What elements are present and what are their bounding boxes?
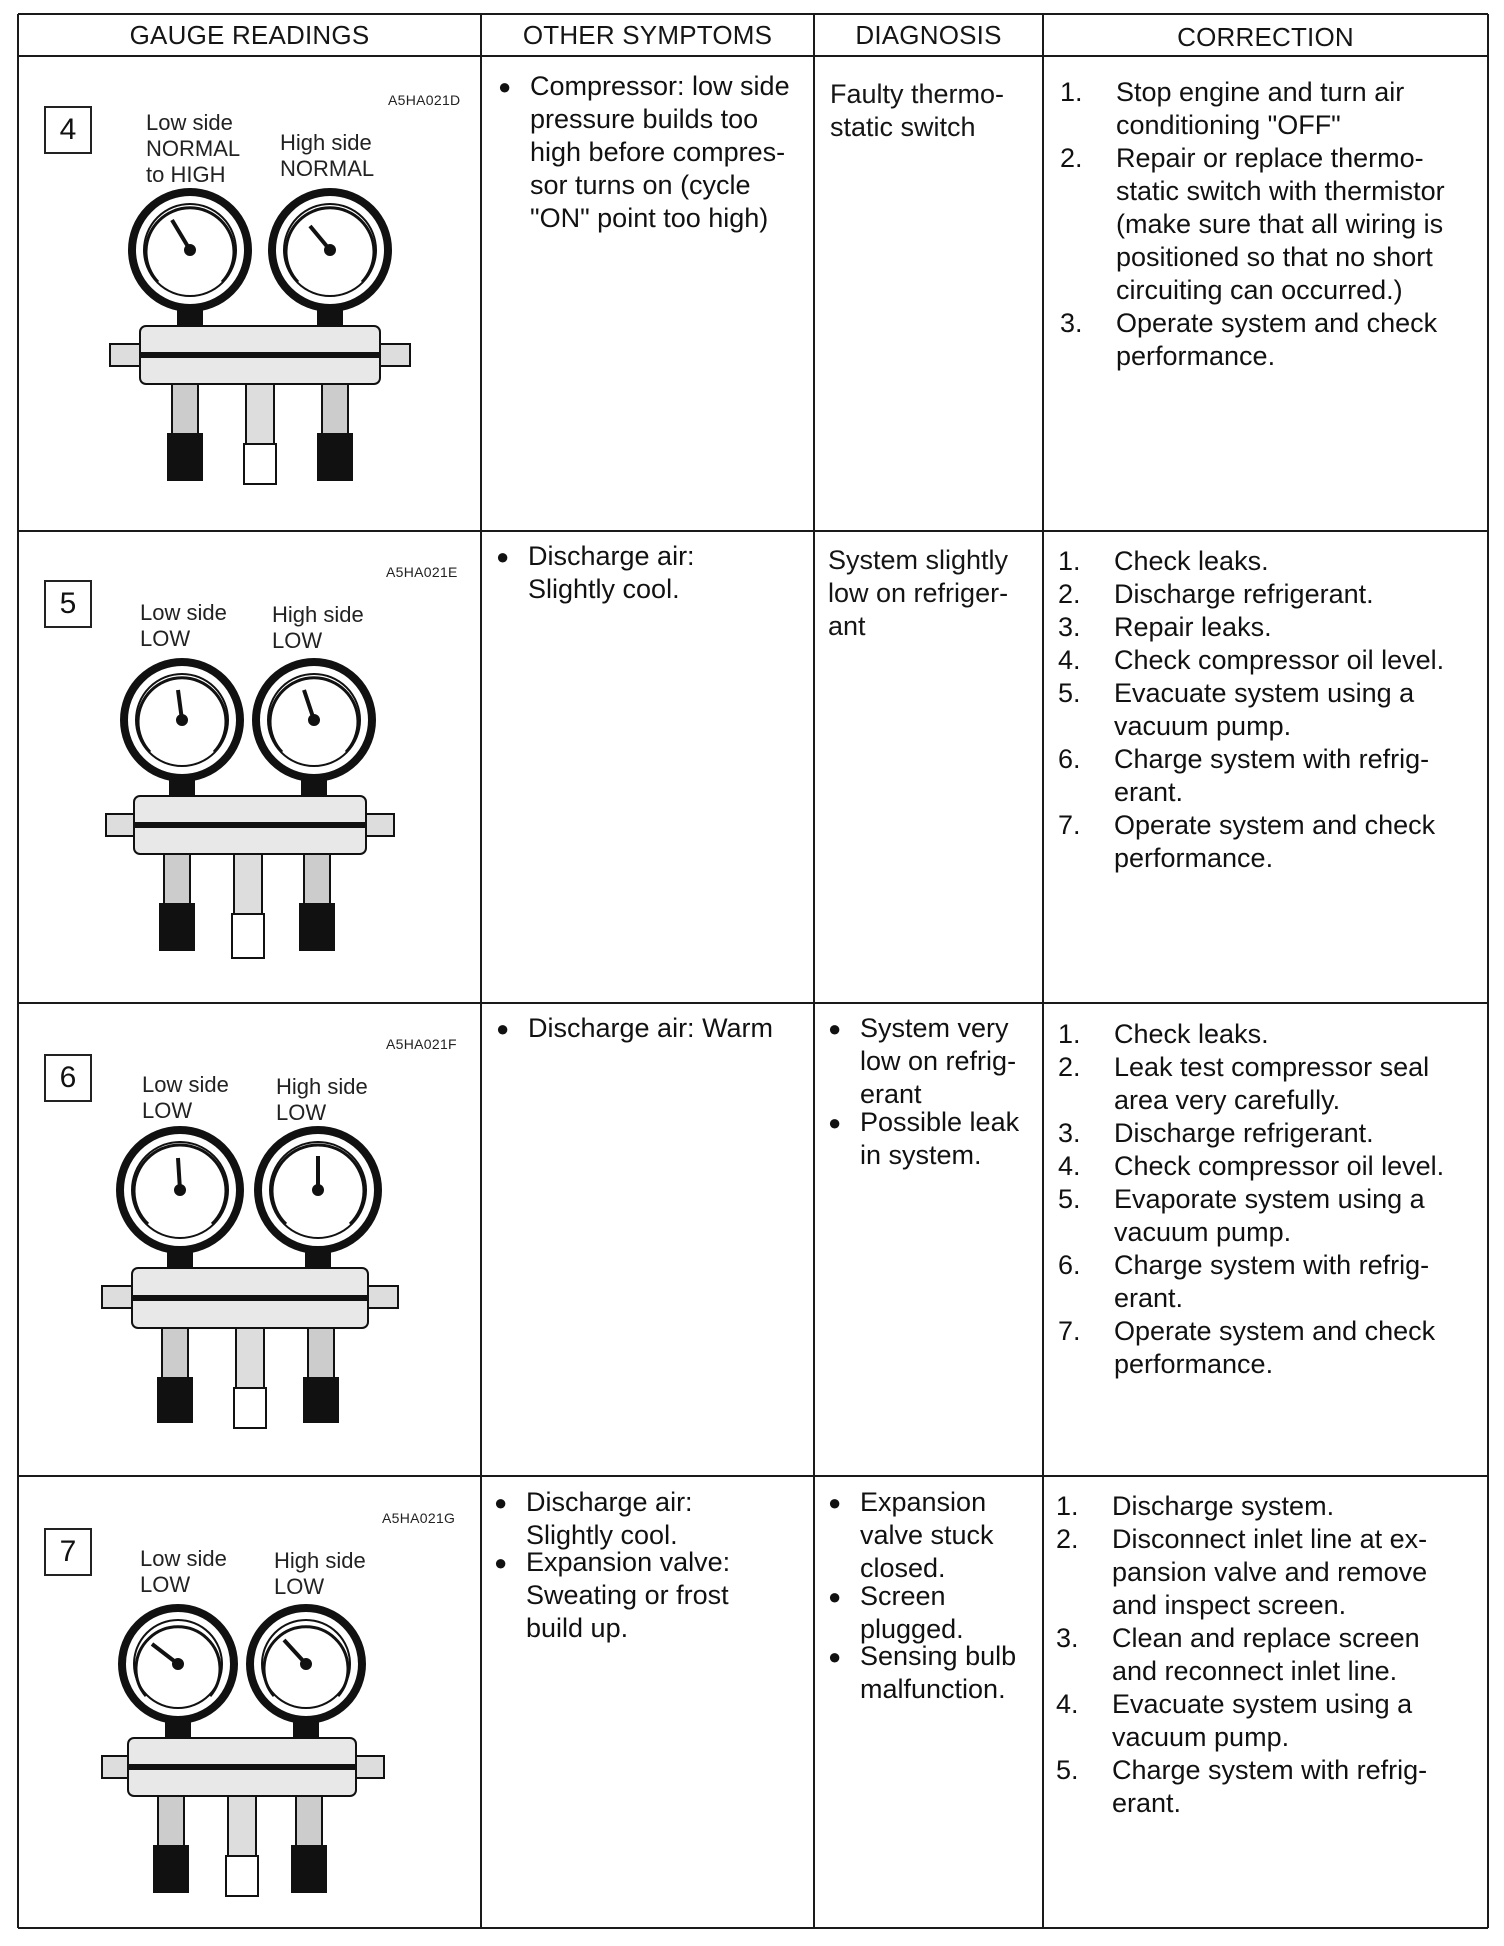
symptom-line: Discharge air: Warm	[528, 1013, 774, 1043]
step-line: Discharge system.	[1112, 1491, 1335, 1521]
step-line: Discharge refrigerant.	[1114, 1118, 1374, 1148]
diagnosis-line: Screen	[860, 1581, 946, 1611]
diagnosis-line: valve stuck	[860, 1520, 994, 1550]
diagnosis-line: Expansion	[860, 1487, 987, 1517]
step-number: 4.	[1058, 645, 1081, 675]
step-number: 3.	[1056, 1623, 1079, 1653]
step-number: 6.	[1058, 1250, 1081, 1280]
step-line: Charge system with refrig-	[1112, 1755, 1428, 1785]
symptom-line: Compressor: low side	[530, 71, 790, 101]
manifold-gauge-set-illustration	[96, 1128, 416, 1438]
bullet-icon: ●	[828, 1016, 842, 1041]
symptom-line: sor turns on (cycle	[530, 170, 751, 200]
high-side-reading: NORMAL	[280, 156, 375, 181]
row-number-badge: 7	[44, 1528, 92, 1576]
bullet-icon: ●	[496, 544, 510, 569]
step-number: 1.	[1058, 546, 1081, 576]
step-line: and reconnect inlet line.	[1112, 1656, 1398, 1686]
bullet-icon: ●	[828, 1584, 842, 1609]
high-side-reading: LOW	[276, 1100, 327, 1125]
bullet-icon: ●	[498, 74, 512, 99]
step-line: Stop engine and turn air	[1116, 77, 1405, 107]
step-line: Discharge refrigerant.	[1114, 579, 1374, 609]
step-line: performance.	[1114, 843, 1274, 873]
step-line: performance.	[1114, 1349, 1274, 1379]
diagnosis-text	[830, 78, 1004, 144]
step-line: Operate system and check	[1114, 1316, 1436, 1346]
step-line: performance.	[1116, 341, 1276, 371]
step-number: 5.	[1056, 1755, 1079, 1785]
step-number: 3.	[1060, 308, 1083, 338]
bullet-icon: ●	[828, 1644, 842, 1669]
step-number: 5.	[1058, 1184, 1081, 1214]
step-line: Repair leaks.	[1114, 612, 1272, 642]
manifold-gauge-set-illustration	[96, 1604, 416, 1914]
step-number: 2.	[1060, 143, 1083, 173]
header-diagnosis: DIAGNOSIS	[855, 20, 1002, 50]
step-line: Evacuate system using a	[1114, 678, 1415, 708]
high-side-reading: LOW	[272, 628, 323, 653]
step-number: 3.	[1058, 612, 1081, 642]
step-number: 2.	[1056, 1524, 1079, 1554]
figure-code: A5HA021D	[388, 92, 461, 108]
bullet-icon: ●	[828, 1490, 842, 1515]
step-number: 2.	[1058, 1052, 1081, 1082]
step-line: (make sure that all wiring is	[1116, 209, 1444, 239]
figure-code: A5HA021E	[386, 564, 458, 580]
high-side-label: High side	[280, 130, 372, 155]
low-side-label: Low side	[146, 110, 233, 135]
step-line: vacuum pump.	[1114, 711, 1292, 741]
step-line: Operate system and check	[1116, 308, 1438, 338]
diagnosis-line: in system.	[860, 1140, 982, 1170]
row-number-badge: 5	[44, 580, 92, 628]
step-line: Evaporate system using a	[1114, 1184, 1425, 1214]
step-line: erant.	[1114, 1283, 1184, 1313]
step-line: Check leaks.	[1114, 546, 1269, 576]
diagnosis-line: System slightly	[828, 545, 1009, 575]
header-other-symptoms: OTHER SYMPTOMS	[522, 20, 773, 50]
bullet-icon: ●	[494, 1550, 508, 1575]
step-line: vacuum pump.	[1114, 1217, 1292, 1247]
diagnosis-line: plugged.	[860, 1614, 964, 1644]
diagnosis-line: Faulty thermo-	[830, 79, 1005, 109]
row-number-badge: 6	[44, 1054, 92, 1102]
low-side-reading: LOW	[140, 626, 191, 651]
manifold-gauge-set-illustration	[100, 660, 420, 970]
symptom-line: high before compres-	[530, 137, 786, 167]
low-side-reading: NORMAL	[146, 136, 241, 161]
step-line: Leak test compressor seal	[1114, 1052, 1430, 1082]
step-line: conditioning "OFF"	[1116, 110, 1341, 140]
header-correction: CORRECTION	[1177, 22, 1354, 52]
header-gauge-readings: GAUGE READINGS	[129, 20, 370, 50]
diagnosis-line: erant	[860, 1079, 922, 1109]
step-line: Repair or replace thermo-	[1116, 143, 1424, 173]
symptom-line: Slightly cool.	[526, 1520, 678, 1550]
step-number: 6.	[1058, 744, 1081, 774]
diagnosis-line: Possible leak	[860, 1107, 1020, 1137]
step-number: 2.	[1058, 579, 1081, 609]
diagnosis-line: ant	[828, 611, 866, 641]
step-line: circuiting can occurred.)	[1116, 275, 1403, 305]
high-side-label: High side	[274, 1548, 366, 1573]
diagnosis-line: malfunction.	[860, 1674, 1006, 1704]
step-number: 4.	[1056, 1689, 1079, 1719]
step-line: Evacuate system using a	[1112, 1689, 1413, 1719]
low-side-label: Low side	[140, 1546, 227, 1571]
symptom-line: Discharge air:	[526, 1487, 693, 1517]
figure-code: A5HA021G	[382, 1510, 456, 1526]
bullet-icon: ●	[828, 1110, 842, 1135]
diagnosis-line: static switch	[830, 112, 976, 142]
high-side-label: High side	[272, 602, 364, 627]
step-line: erant.	[1114, 777, 1184, 807]
step-line: Operate system and check	[1114, 810, 1436, 840]
row-number-badge: 4	[44, 106, 92, 154]
step-line: Check leaks.	[1114, 1019, 1269, 1049]
step-number: 4.	[1058, 1151, 1081, 1181]
step-line: positioned so that no short	[1116, 242, 1433, 272]
step-line: Charge system with refrig-	[1114, 744, 1430, 774]
step-line: and inspect screen.	[1112, 1590, 1347, 1620]
diagnosis-line: Sensing bulb	[860, 1641, 1017, 1671]
step-line: static switch with thermistor	[1116, 176, 1445, 206]
bullet-icon: ●	[494, 1490, 508, 1515]
step-line: Charge system with refrig-	[1114, 1250, 1430, 1280]
high-side-reading: LOW	[274, 1574, 325, 1599]
symptom-line: "ON" point too high)	[530, 203, 769, 233]
low-side-label: Low side	[140, 600, 227, 625]
low-side-reading: LOW	[142, 1098, 193, 1123]
step-number: 7.	[1058, 810, 1081, 840]
diagnosis-line: System very	[860, 1013, 1009, 1043]
step-number: 1.	[1058, 1019, 1081, 1049]
symptom-line: build up.	[526, 1613, 629, 1643]
low-side-reading-2: to HIGH	[146, 162, 226, 187]
high-side-label: High side	[276, 1074, 368, 1099]
symptom-line: Expansion valve:	[526, 1547, 731, 1577]
symptom-line: pressure builds too	[530, 104, 759, 134]
low-side-reading: LOW	[140, 1572, 191, 1597]
step-number: 3.	[1058, 1118, 1081, 1148]
symptom-line: Sweating or frost	[526, 1580, 729, 1610]
symptom-line: Discharge air:	[528, 541, 695, 571]
low-side-label: Low side	[142, 1072, 229, 1097]
step-line: erant.	[1112, 1788, 1182, 1818]
diagnosis-text	[828, 544, 1008, 643]
step-line: vacuum pump.	[1112, 1722, 1290, 1752]
figure-code: A5HA021F	[386, 1036, 457, 1052]
symptom-line: Slightly cool.	[528, 574, 680, 604]
step-line: Disconnect inlet line at ex-	[1112, 1524, 1428, 1554]
manifold-gauge-set-illustration	[100, 190, 420, 490]
diagnosis-line: closed.	[860, 1553, 946, 1583]
step-number: 7.	[1058, 1316, 1081, 1346]
step-number: 1.	[1060, 77, 1083, 107]
step-number: 1.	[1056, 1491, 1079, 1521]
bullet-icon: ●	[496, 1016, 510, 1041]
step-line: Check compressor oil level.	[1114, 1151, 1445, 1181]
step-line: Check compressor oil level.	[1114, 645, 1445, 675]
diagnosis-line: low on refrig-	[860, 1046, 1017, 1076]
step-number: 5.	[1058, 678, 1081, 708]
step-line: Clean and replace screen	[1112, 1623, 1420, 1653]
step-line: area very carefully.	[1114, 1085, 1341, 1115]
diagnosis-line: low on refriger-	[828, 578, 1009, 608]
step-line: pansion valve and remove	[1112, 1557, 1428, 1587]
